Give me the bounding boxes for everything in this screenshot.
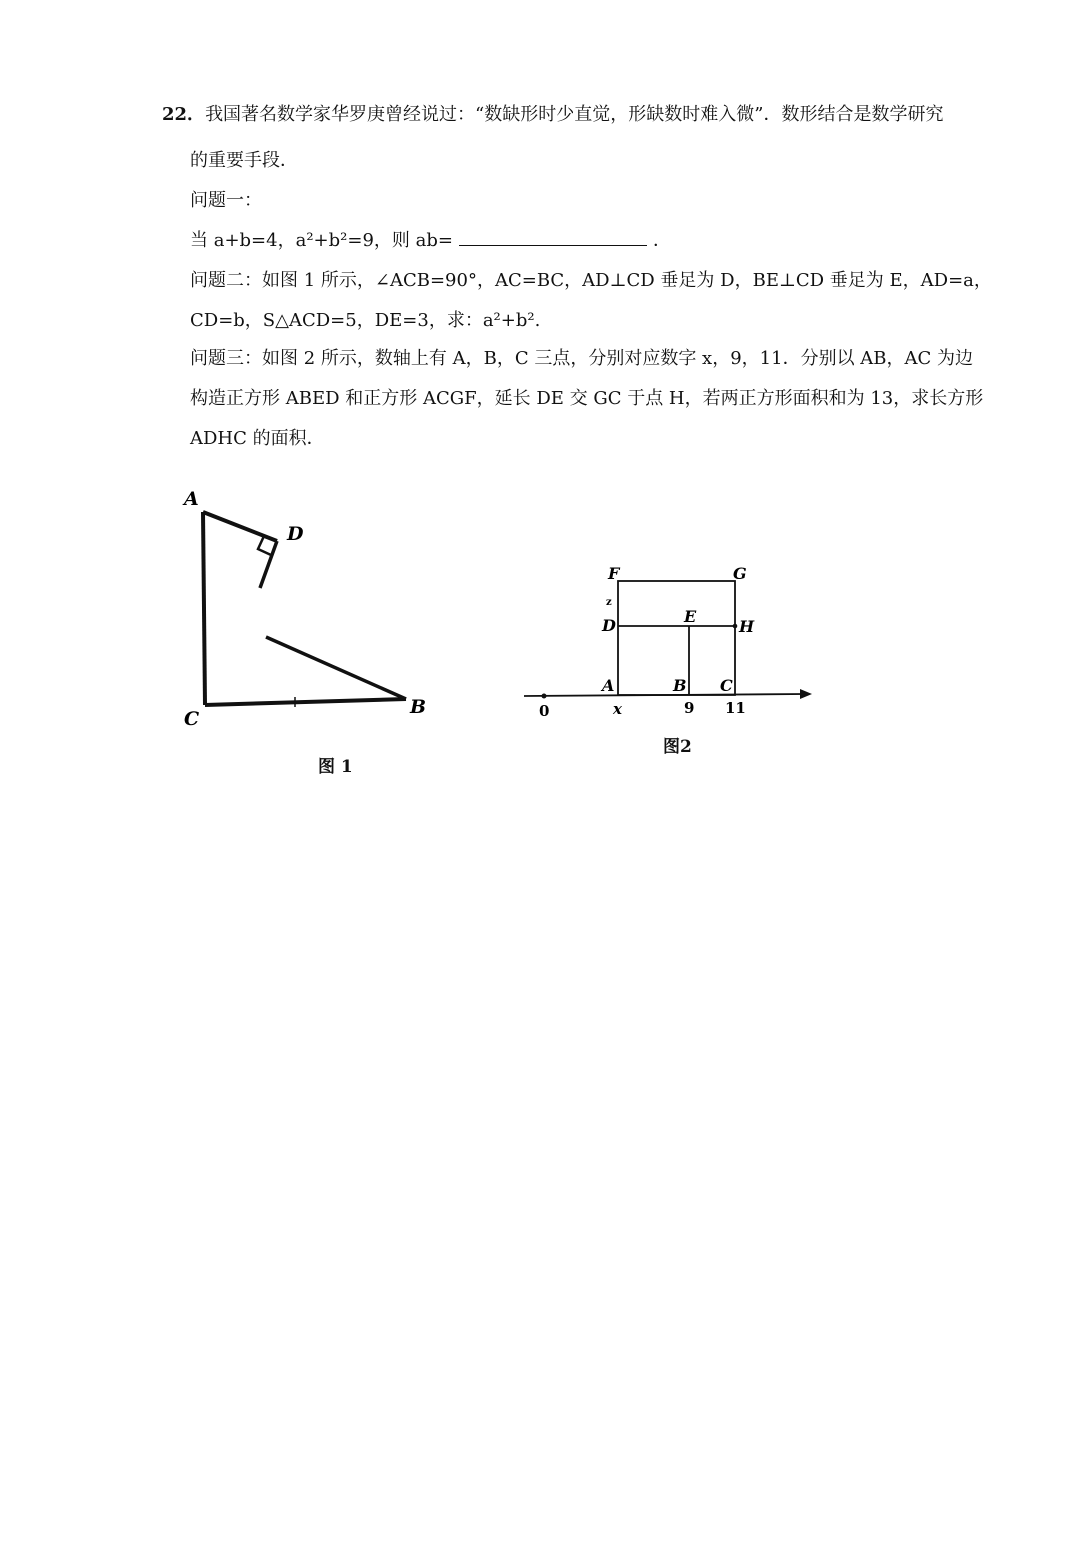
figure2-label-c: C — [720, 676, 733, 695]
figure2-tick-9: 9 — [684, 699, 695, 717]
figure1-line-be — [266, 637, 406, 699]
question3-line3: ADHC 的面积． — [190, 428, 325, 449]
figure2-tick-x: x — [613, 700, 622, 718]
figure1-line-ca — [203, 512, 205, 705]
figure2-label-b: B — [673, 676, 687, 695]
problem-intro-line2: 的重要手段． — [190, 150, 298, 171]
figure2-point-h — [733, 624, 738, 629]
figure2-origin-dot — [542, 694, 547, 699]
figure2-label-mark: z — [606, 597, 612, 608]
question2-line1: 问题二：如图 1 所示，∠ACB=90°，AC=BC，AD⊥CD 垂足为 D，BE⊥CD 垂足为 E，AD=a， — [190, 270, 992, 291]
question2-line2: CD=b，S△ACD=5，DE=3，求：a²+b². — [190, 310, 541, 331]
problem-intro-line1: 我国著名数学家华罗庚曾经说过：“数缺形时少直觉，形缺数时难入微”．数形结合是数学研究 — [205, 104, 944, 125]
question3-line1: 问题三：如图 2 所示，数轴上有 A，B，C 三点，分别对应数字 x，9，11．分别以 AB，AC 为边 — [190, 348, 974, 369]
figure1-label-a: A — [184, 488, 199, 510]
figure2-label-h: H — [739, 617, 755, 636]
question1-prefix: 当 a+b=4，a²+b²=9，则 ab= — [190, 230, 453, 251]
figure1-line-dtail — [260, 541, 277, 588]
figure1-line-cb — [205, 699, 406, 705]
figure2-label-g: G — [733, 564, 747, 583]
question3-line2: 构造正方形 ABED 和正方形 ACGF，延长 DE 交 GC 于点 H，若两正方形面积和为 13，求长方形 — [190, 388, 984, 409]
figure2-axis-arrow — [800, 689, 812, 699]
figure1-label-b: B — [410, 696, 427, 718]
figure2-label-d: D — [602, 616, 616, 635]
figure1-label-c: C — [184, 708, 200, 730]
question1-title: 问题一： — [190, 190, 262, 211]
figure2-tick-0: 0 — [539, 702, 550, 720]
figure2-label-e: E — [684, 607, 697, 626]
problem-line-1 — [162, 100, 943, 126]
figure2-diagram — [520, 560, 820, 725]
question1-suffix: ． — [652, 230, 671, 251]
figure1-label-d: D — [287, 523, 304, 545]
figure2-caption: 图2 — [663, 737, 692, 757]
question1-text — [190, 226, 671, 252]
figure1-caption: 图 1 — [318, 757, 353, 777]
figure2-label-f: F — [608, 564, 620, 583]
figure2-label-a: A — [602, 676, 615, 695]
figure2-tick-11: 11 — [725, 699, 746, 717]
problem-number: 22． — [162, 104, 206, 125]
figure1-line-ad — [203, 512, 277, 541]
answer-blank[interactable] — [459, 229, 647, 246]
figure1-diagram — [180, 485, 440, 735]
